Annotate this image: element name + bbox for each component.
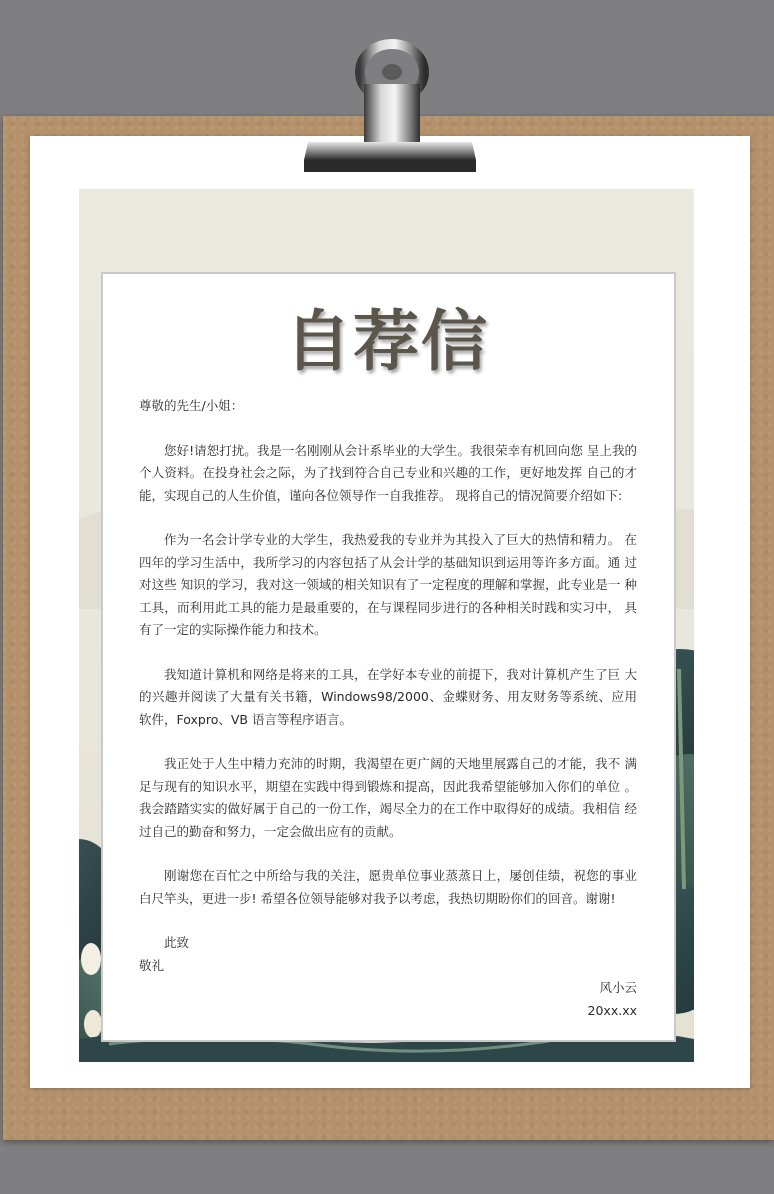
salutation: 尊敬的先生/小姐： (139, 398, 244, 413)
paragraph-3: 我知道计算机和网络是将来的工具，在学好本专业的前提下，我对计算机产生了巨 大的兴趣并阅读了大量有关书籍，Windows98/2000、金蝶财务、用友财务等系统、应用 软件，Foxpro、VB 语言等程序语言。 (139, 666, 637, 727)
signature-date: 20xx.xx (587, 1002, 637, 1018)
paragraph-4: 我正处于人生中精力充沛的时期，我渴望在更广阔的天地里展露自己的才能，我不 满足与现有的知识水平，期望在实践中得到锻炼和提高，因此我希望能够加入你们的单位 。我会踏踏实实的做好属于自己的一份工作，竭尽全力的在工作中取得好的成绩。我相信 经过自己的勤奋和努力，一定会做出应有的贡献。 (139, 756, 637, 839)
paragraph-2: 作为一名会计学专业的大学生，我热爱我的专业并为其投入了巨大的热情和精力。 在四年的学习生活中，我所学习的内容包括了从会计学的基础知识到运用等许多方面。通 过对这些 知识的学习，我对这一领域的相关知识有了一定程度的理解和掌握，此专业是一 种工具，而利用此工具的能力是最重要的，在与课程同步进行的各种相关时践和实习中， 具有了一定的实际操作能力和技术。 (139, 532, 637, 637)
closing-line-2: 敬礼 (139, 957, 165, 973)
signature-name: 风小云 (599, 980, 637, 995)
closing-line-1: 此致 (164, 935, 190, 950)
binder-clip-icon (300, 22, 480, 182)
paragraph-5: 刚谢您在百忙之中所给与我的关注，愿贵单位事业蒸蒸日上，屡创佳绩，祝您的事业 白尺竿头，更进一步! 希望各位领导能够对我予以考虑，我热切期盼你们的回音。谢谢! (139, 868, 637, 906)
letter-body (139, 395, 637, 1022)
page-title: 自荐信 (285, 303, 489, 380)
paragraph-1: 您好!请恕打扰。我是一名刚刚从会计系毕业的大学生。我很荣幸有机回向您 呈上我的个人资料。在投身社会之际，为了找到符合自己专业和兴趣的工作，更好地发挥 自己的才能，实现自己的人生价值，谨向各位领导作一自我推荐。 现将自己的情况简要介绍如下: (139, 442, 637, 503)
